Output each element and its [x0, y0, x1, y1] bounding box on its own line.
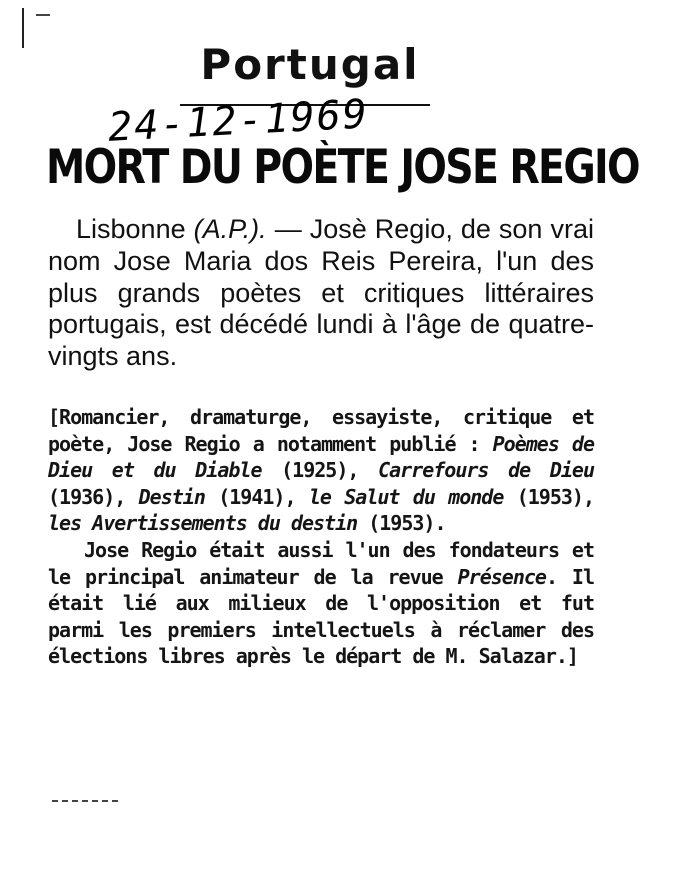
work-year: (1953), [503, 484, 595, 509]
work-title: les Avertissements du destin [48, 511, 358, 536]
work-title: Carrefours de Dieu [378, 458, 594, 483]
closing-paragraph [48, 537, 594, 670]
work-title: Poèmes de Dieu et du Diable [48, 431, 594, 483]
article-headline: MORT DU POÈTE JOSE REGIO [46, 140, 639, 195]
crop-mark [36, 14, 50, 16]
article-body [48, 404, 594, 670]
work-year: (1936), [48, 484, 139, 509]
work-year: (1925), [261, 458, 379, 483]
dateline: Lisbonne [76, 214, 186, 244]
work-year: (1941), [204, 484, 309, 509]
closing-text: . Il était lié aux milieux de l'opposition et fut parmi les premiers intellectuels à réclamer des élections libres après le départ de M. Salazar.] [48, 564, 594, 669]
crop-mark [22, 8, 24, 48]
bibliography-paragraph [48, 404, 594, 537]
work-year: (1953). [357, 511, 446, 536]
bibliography-intro: [Romancier, dramaturge, essayiste, critique et poète, Jose Regio a notamment publié : [48, 405, 594, 456]
magazine-title: Présence [457, 564, 546, 589]
crop-mark [52, 800, 122, 802]
work-title: Destin [138, 484, 205, 509]
closing-text: Jose Regio était aussi l'un des fondateurs et le principal animateur de la revue [48, 537, 594, 589]
handwritten-date: 24-12-1969 [107, 91, 370, 151]
lead-text: — Josè Regio, de son vrai nom Jose Maria dos Reis Pereira, l'un des plus grands poètes et critiques littéraires portugais, est décédé lundi à l'âge de quatre-vingts ans. [48, 214, 594, 372]
lead-paragraph [48, 214, 594, 373]
news-agency: (A.P.). [193, 214, 267, 244]
section-heading: Portugal [200, 40, 420, 89]
work-title: le Salut du monde [308, 484, 504, 509]
